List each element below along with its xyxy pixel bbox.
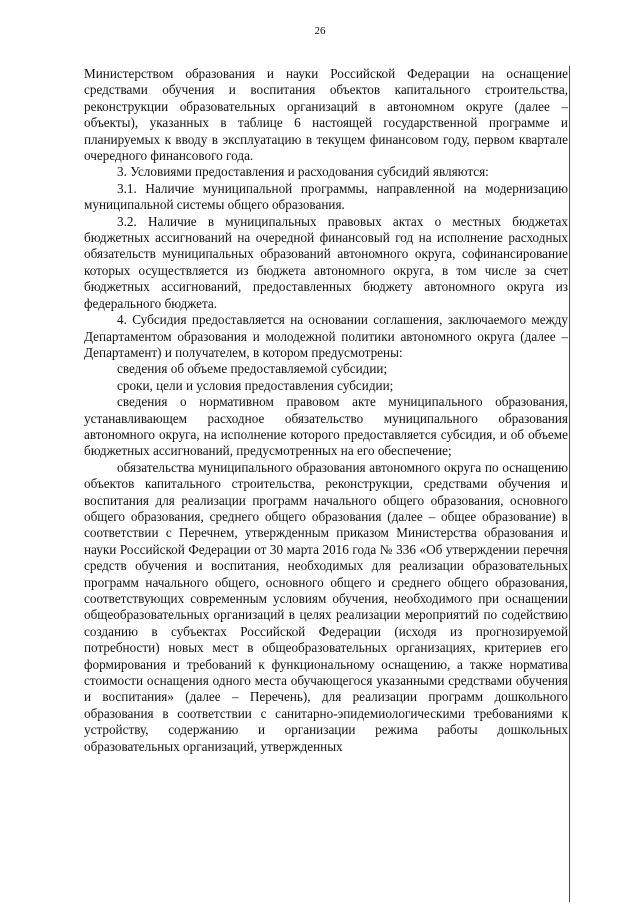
paragraph-3-1: 3.1. Наличие муниципальной программы, направленной на модернизацию муниципальной системы общего образования. (84, 180, 568, 213)
list-item-obligations: обязательства муниципального образования автономного округа по оснащению объектов капитального строительства, реконструкции, средствами обучения и воспитания для реализации программ начального общего образования, основного общего образования, среднего общего образования (далее – общее образование) в соответствии с Перечнем, утвержденным приказом Министерства образования и науки Российской Федерации от 30 марта 2016 года № 336 «Об утверждении перечня средств обучения и воспитания, необходимых для реализации образовательных программ начального общего, основного общего и среднего общего образования, соответствующих современным условиям обучения, необходимого при оснащении общеобразовательных организаций в целях реализации мероприятий по содействию созданию в субъектах Российской Федерации (исходя из прогнозируемой потребности) новых мест в общеобразовательных организациях, критериев его формирования и требований к функциональному оснащению, а также норматива стоимости оснащения одного места обучающегося указанными средствами обучения и воспитания» (далее – Перечень), для реализации программ дошкольного образования в соответствии с санитарно-эпидемиологическими требованиями к устройству, содержанию и организации режима работы дошкольных образовательных организаций, утвержденных (84, 459, 568, 754)
paragraph-3-2: 3.2. Наличие в муниципальных правовых актах о местных бюджетах бюджетных ассигнований на очередной финансовый год на исполнение расходных обязательств муниципальных образований автономного округа, софинансирование которых осуществляется из бюджета автономного округа, в том числе за счет бюджетных ассигнований, предоставленных бюджету автономного округа из федерального бюджета. (84, 213, 568, 311)
list-item-subsidy-volume: сведения об объеме предоставляемой субсидии; (117, 361, 388, 377)
paragraph-continuation: Министерством образования и науки Российской Федерации на оснащение средствами обучения и воспитания объектов капитального строительства, реконструкции образовательных организаций в автономном округе (далее – объекты), указанных в таблице 6 настоящей государственной программе и планируемых к вводу в эксплуатацию в текущем финансовом году, первом квартале очередного финансового года. (84, 66, 568, 164)
page-number: 26 (314, 25, 326, 37)
list-item-terms-goals: сроки, цели и условия предоставления субсидии; (117, 377, 394, 393)
paragraph-4: 4. Субсидия предоставляется на основании соглашения, заключаемого между Департаментом образования и молодежной политики автономного округа (далее – Департамент) и получателем, в котором предусмотрены: (84, 312, 568, 360)
paragraph-conditions-heading: 3. Условиями предоставления и расходования субсидий являются: (117, 164, 489, 180)
right-margin-line (569, 66, 570, 902)
list-item-normative-act: сведения о нормативном правовом акте муниципального образования, устанавливающем расходное обязательство муниципального образования автономного округа, на исполнение которого предоставляется субсидия, и об объеме бюджетных ассигнований, предусмотренных на его обеспечение; (84, 394, 568, 459)
document-body (84, 66, 568, 755)
